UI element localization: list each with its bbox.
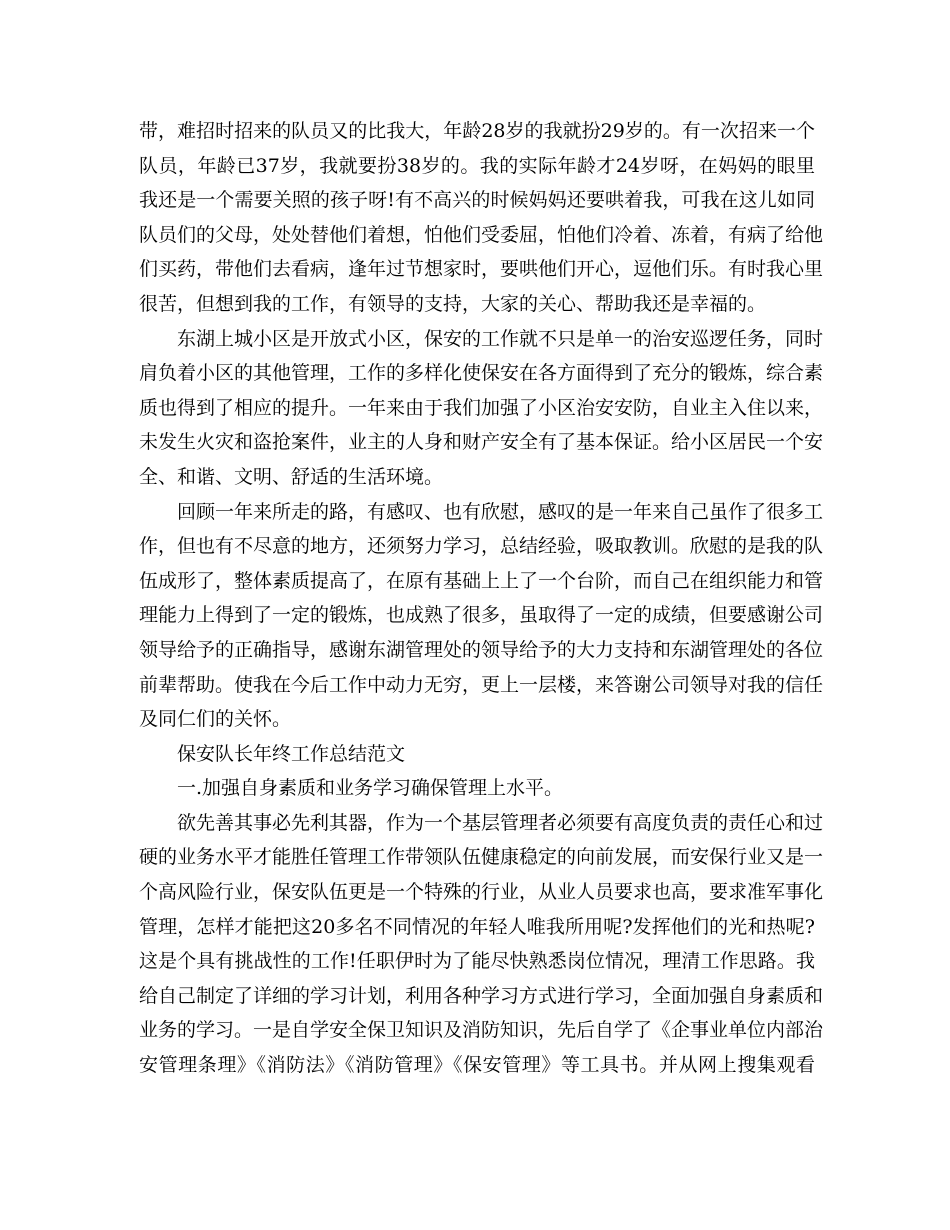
text-line: 及同仁们的关怀。 (139, 708, 292, 731)
text-line: 们买药，带他们去看病，逢年过节想家时，要哄他们开心，逗他们乐。有时我心里 (139, 258, 824, 281)
text-line: 业务的学习。一是自学安全保卫知识及消防知识，先后自学了《企事业单位内部治 (139, 1019, 824, 1042)
text-line: 安管理条理》《消防法》《消防管理》《保安管理》等工具书。并从网上搜集观看 (139, 1054, 815, 1077)
text-line: 队员，年龄已37岁，我就要扮38岁的。我的实际年龄才24岁呀，在妈妈的眼里 (139, 154, 815, 177)
text-line: 肩负着小区的其他管理，工作的多样化使保安在各方面得到了充分的锻炼，综合素 (139, 362, 824, 385)
text-line: 伍成形了，整体素质提高了，在原有基础上上了一个台阶，而自己在组织能力和管 (139, 569, 824, 592)
text-line: 未发生火灾和盗抢案件，业主的人身和财产安全有了基本保证。给小区居民一个安 (139, 431, 824, 454)
text-line: 给自己制定了详细的学习计划，利用各种学习方式进行学习，全面加强自身素质和 (139, 984, 824, 1007)
section-title: 保安队长年终工作总结范文 (177, 742, 406, 765)
text-line: 前辈帮助。使我在今后工作中动力无穷，更上一层楼，来答谢公司领导对我的信任 (139, 673, 824, 696)
text-line: 质也得到了相应的提升。一年来由于我们加强了小区治安安防，自业主入住以来， (139, 396, 824, 419)
text-line: 硬的业务水平才能胜任管理工作带领队伍健康稳定的向前发展，而安保行业又是一 (139, 846, 824, 869)
text-line: 领导给予的正确指导，感谢东湖管理处的领导给予的大力支持和东湖管理处的各位 (139, 638, 824, 661)
text-line: 管理，怎样才能把这20多名不同情况的年轻人唯我所用呢?发挥他们的光和热呢? (139, 915, 815, 938)
text-line: 队员们的父母，处处替他们着想，怕他们受委屈，怕他们冷着、冻着，有病了给他 (139, 223, 824, 246)
text-line: 全、和谐、文明、舒适的生活环境。 (139, 465, 444, 488)
text-line: 理能力上得到了一定的锻炼，也成熟了很多，虽取得了一定的成绩，但要感谢公司 (139, 604, 824, 627)
text-line: 个高风险行业，保安队伍更是一个特殊的行业，从业人员要求也高，要求准军事化 (139, 881, 824, 904)
section-heading: 一.加强自身素质和业务学习确保管理上水平。 (177, 777, 564, 800)
text-line: 很苦，但想到我的工作，有领导的支持，大家的关心、帮助我还是幸福的。 (139, 292, 767, 315)
text-line: 欲先善其事必先利其器，作为一个基层管理者必须要有高度负责的责任心和过 (177, 811, 824, 834)
text-line: 这是个具有挑战性的工作!任职伊时为了能尽快熟悉岗位情况，理清工作思路。我 (139, 950, 815, 973)
text-line: 我还是一个需要关照的孩子呀!有不高兴的时候妈妈还要哄着我，可我在这儿如同 (139, 189, 815, 212)
document-body (139, 114, 824, 1083)
text-line: 东湖上城小区是开放式小区，保安的工作就不只是单一的治安巡逻任务，同时 (177, 327, 824, 350)
text-line: 作，但也有不尽意的地方，还须努力学习，总结经验，吸取教训。欣慰的是我的队 (139, 535, 824, 558)
text-line: 回顾一年来所走的路，有感叹、也有欣慰，感叹的是一年来自己虽作了很多工 (177, 500, 824, 523)
text-line: 带，难招时招来的队员又的比我大，年龄28岁的我就扮29岁的。有一次招来一个 (139, 120, 815, 142)
